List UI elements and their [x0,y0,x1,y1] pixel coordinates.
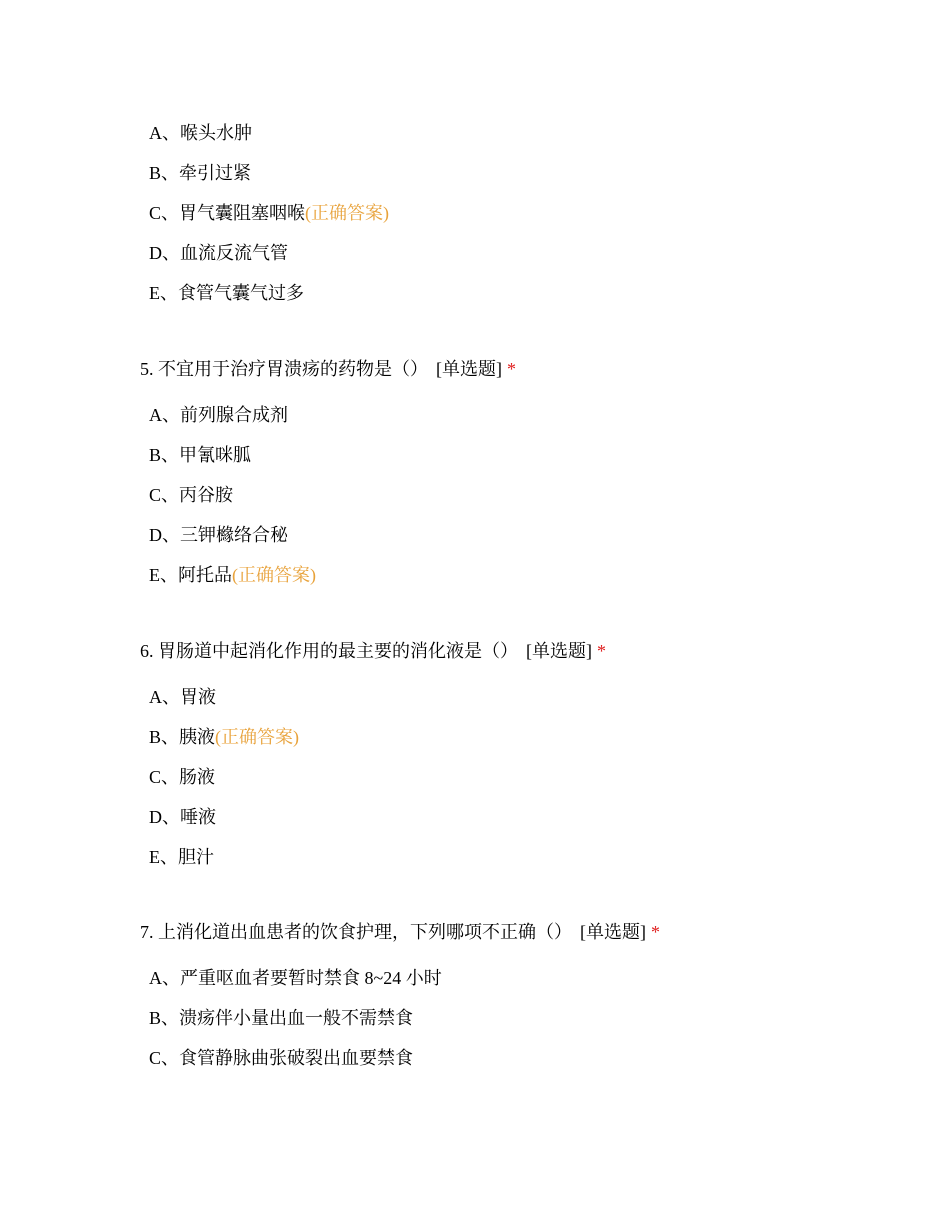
option-text: A、严重呕血者要暂时禁食 8~24 小时 [149,968,442,988]
question-text: 5. 不宜用于治疗胃溃疡的药物是（） [140,359,428,379]
option-text: B、溃疡伴小量出血一般不需禁食 [149,1008,414,1028]
option-4c[interactable] [149,201,389,225]
question-type-label: [单选题] [436,359,502,379]
option-text: B、甲氰咪胍 [149,445,252,465]
option-7a[interactable] [149,966,442,990]
option-text: C、丙谷胺 [149,485,234,505]
option-text: A、前列腺合成剂 [149,405,288,425]
option-7b[interactable] [149,1006,413,1030]
option-4e[interactable] [149,281,304,305]
option-text: C、胃气囊阻塞咽喉 [149,203,306,223]
option-text: B、牵引过紧 [149,163,252,183]
option-6b[interactable] [149,725,299,749]
option-5c[interactable] [149,483,233,507]
question-text: 7. 上消化道出血患者的饮食护理，下列哪项不正确（） [140,922,572,942]
option-6c[interactable] [149,765,215,789]
option-text: E、阿托品 [149,565,232,585]
question-title [140,639,606,663]
option-4b[interactable] [149,161,251,185]
option-7c[interactable] [149,1046,413,1070]
correct-answer-tag: (正确答案) [305,203,390,223]
question-title [140,357,516,381]
option-text: D、血流反流气管 [149,243,288,263]
option-6d[interactable] [149,805,216,829]
option-text: D、三钾櫞络合秘 [149,525,288,545]
option-text: C、肠液 [149,767,216,787]
option-6a[interactable] [149,685,216,709]
option-4d[interactable] [149,241,288,265]
option-5b[interactable] [149,443,251,467]
option-text: B、胰液 [149,727,216,747]
option-4a[interactable] [149,121,252,145]
option-5a[interactable] [149,403,288,427]
option-6e[interactable] [149,845,214,869]
option-5d[interactable] [149,523,288,547]
correct-answer-tag: (正确答案) [215,727,300,747]
option-text: A、喉头水肿 [149,123,252,143]
required-star: * [597,641,606,661]
correct-answer-tag: (正确答案) [232,565,316,585]
required-star: * [651,922,660,942]
option-5e[interactable] [149,563,316,587]
question-type-label: [单选题] [526,641,592,661]
option-text: E、食管气囊气过多 [149,283,304,303]
option-text: D、唾液 [149,807,216,827]
question-type-label: [单选题] [580,922,646,942]
question-text: 6. 胃肠道中起消化作用的最主要的消化液是（） [140,641,518,661]
option-text: E、胆汁 [149,847,214,867]
required-star: * [507,359,516,379]
question-title [140,920,660,944]
option-text: A、胃液 [149,687,216,707]
option-text: C、食管静脉曲张破裂出血要禁食 [149,1048,414,1068]
